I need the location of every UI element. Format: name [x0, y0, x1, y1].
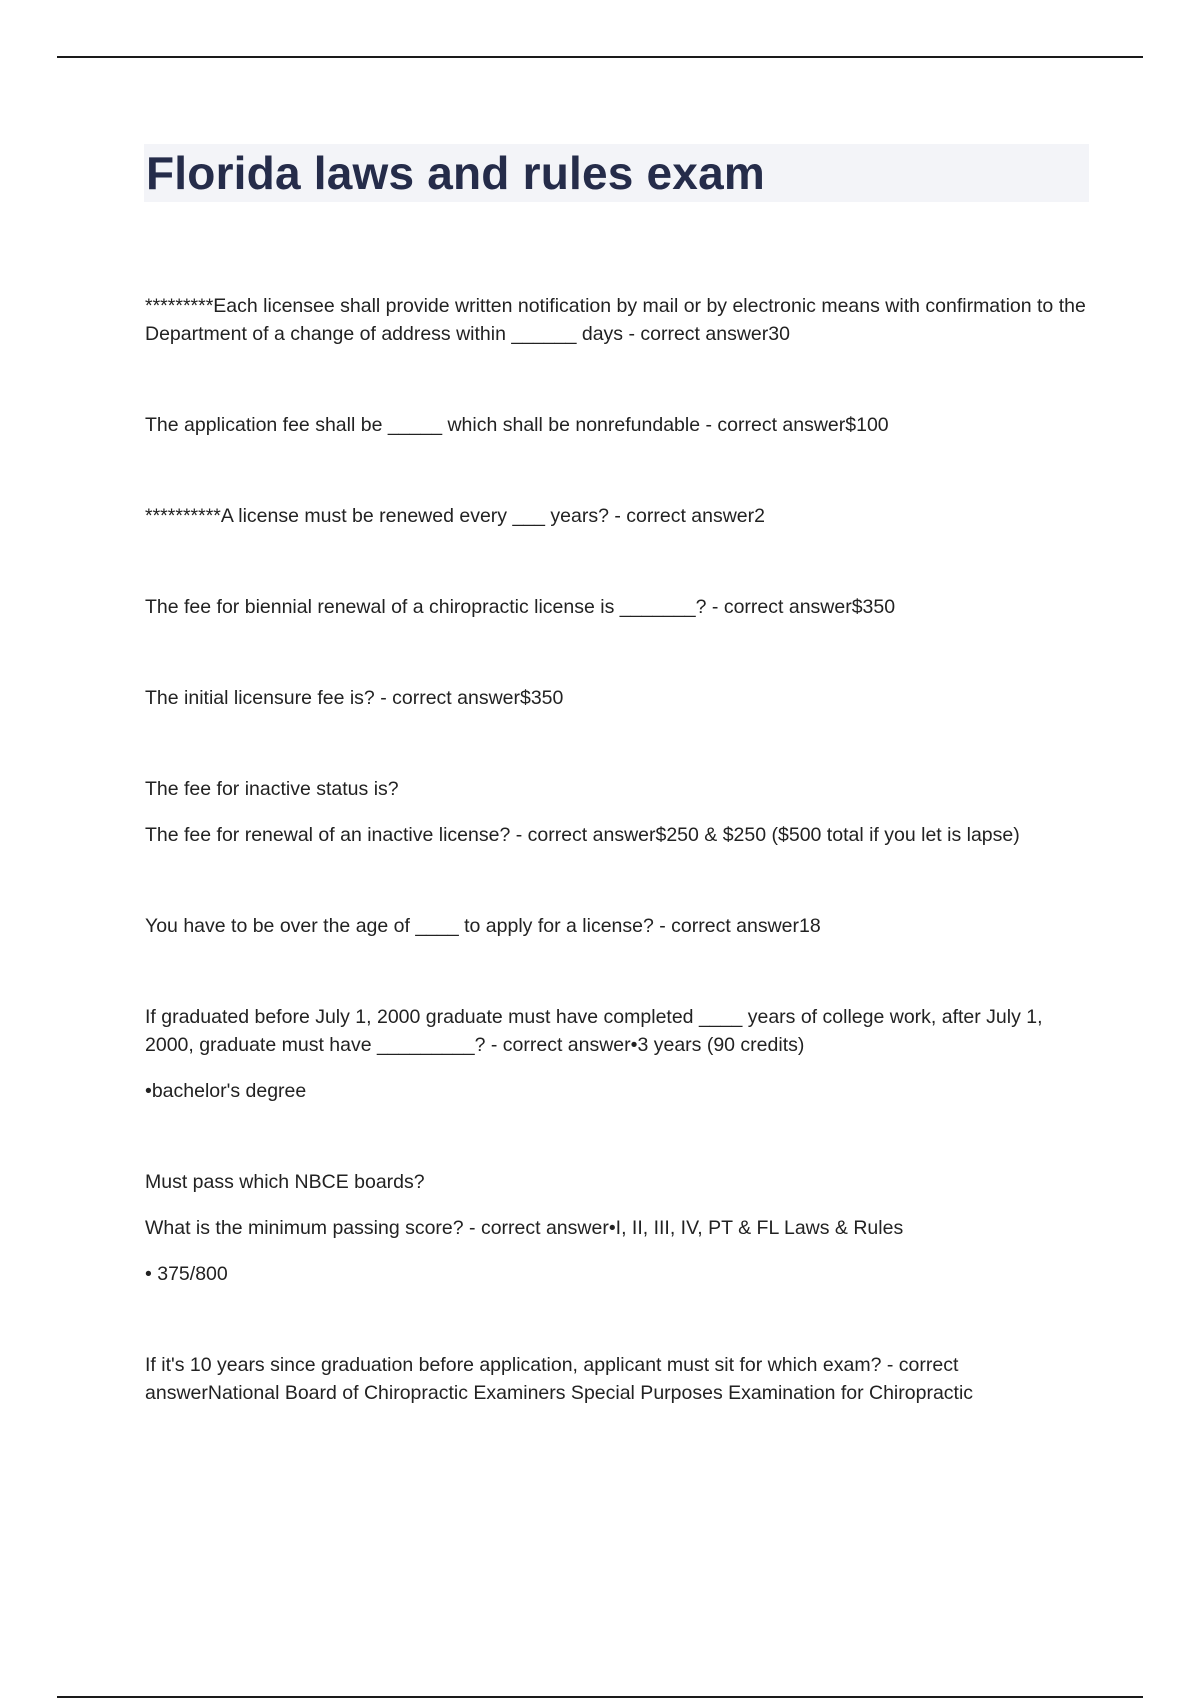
- flashcard-line: What is the minimum passing score? - correct answer•I, II, III, IV, PT & FL Laws & Rules: [145, 1217, 904, 1239]
- flashcard: [145, 1168, 1090, 1288]
- flashcard: [145, 1351, 1090, 1407]
- flashcard-line: You have to be over the age of ____ to apply for a license? - correct answer18: [145, 915, 821, 937]
- flashcard: [145, 684, 1090, 712]
- flashcard: [145, 292, 1090, 348]
- flashcard-line: If graduated before July 1, 2000 graduate must have completed ____ years of college work, after July 1, 2000, graduate must have _________? - correct answer•3 years (90 credits): [145, 1006, 1043, 1056]
- flashcard: [145, 502, 1090, 530]
- flashcard-line: The fee for renewal of an inactive license? - correct answer$250 & $250 ($500 total if you let is lapse): [145, 824, 1020, 846]
- flashcard: [145, 1003, 1090, 1105]
- flashcard-line: Must pass which NBCE boards?: [145, 1171, 425, 1193]
- flashcard: [145, 411, 1090, 439]
- footer-rule: [57, 1696, 1143, 1698]
- flashcard: [145, 912, 1090, 940]
- flashcard: [145, 593, 1090, 621]
- flashcard-line: • 375/800: [145, 1263, 228, 1285]
- flashcard-line: **********A license must be renewed every ___ years? - correct answer2: [145, 505, 765, 527]
- flashcard-line: The application fee shall be _____ which shall be nonrefundable - correct answer$100: [145, 414, 889, 436]
- flashcard-line: If it's 10 years since graduation before application, applicant must sit for which exam? - correct answerNational Board of Chiropractic Examiners Special Purposes Examination for Chiropractic: [145, 1354, 974, 1404]
- page-title: Florida laws and rules exam: [146, 147, 765, 199]
- flashcard-line: *********Each licensee shall provide written notification by mail or by electronic means with confirmation to the Department of a change of address within ______ days - correct answer30: [145, 295, 1086, 345]
- flashcard-line: The fee for inactive status is?: [145, 778, 399, 800]
- flashcard-line: The initial licensure fee is? - correct answer$350: [145, 687, 564, 709]
- flashcard-line: •bachelor's degree: [145, 1080, 307, 1102]
- flashcard-line: The fee for biennial renewal of a chiropractic license is _______? - correct answer$350: [145, 596, 896, 618]
- header-rule: [57, 56, 1143, 58]
- flashcard: [145, 775, 1090, 849]
- flashcard-list: [145, 292, 1090, 1470]
